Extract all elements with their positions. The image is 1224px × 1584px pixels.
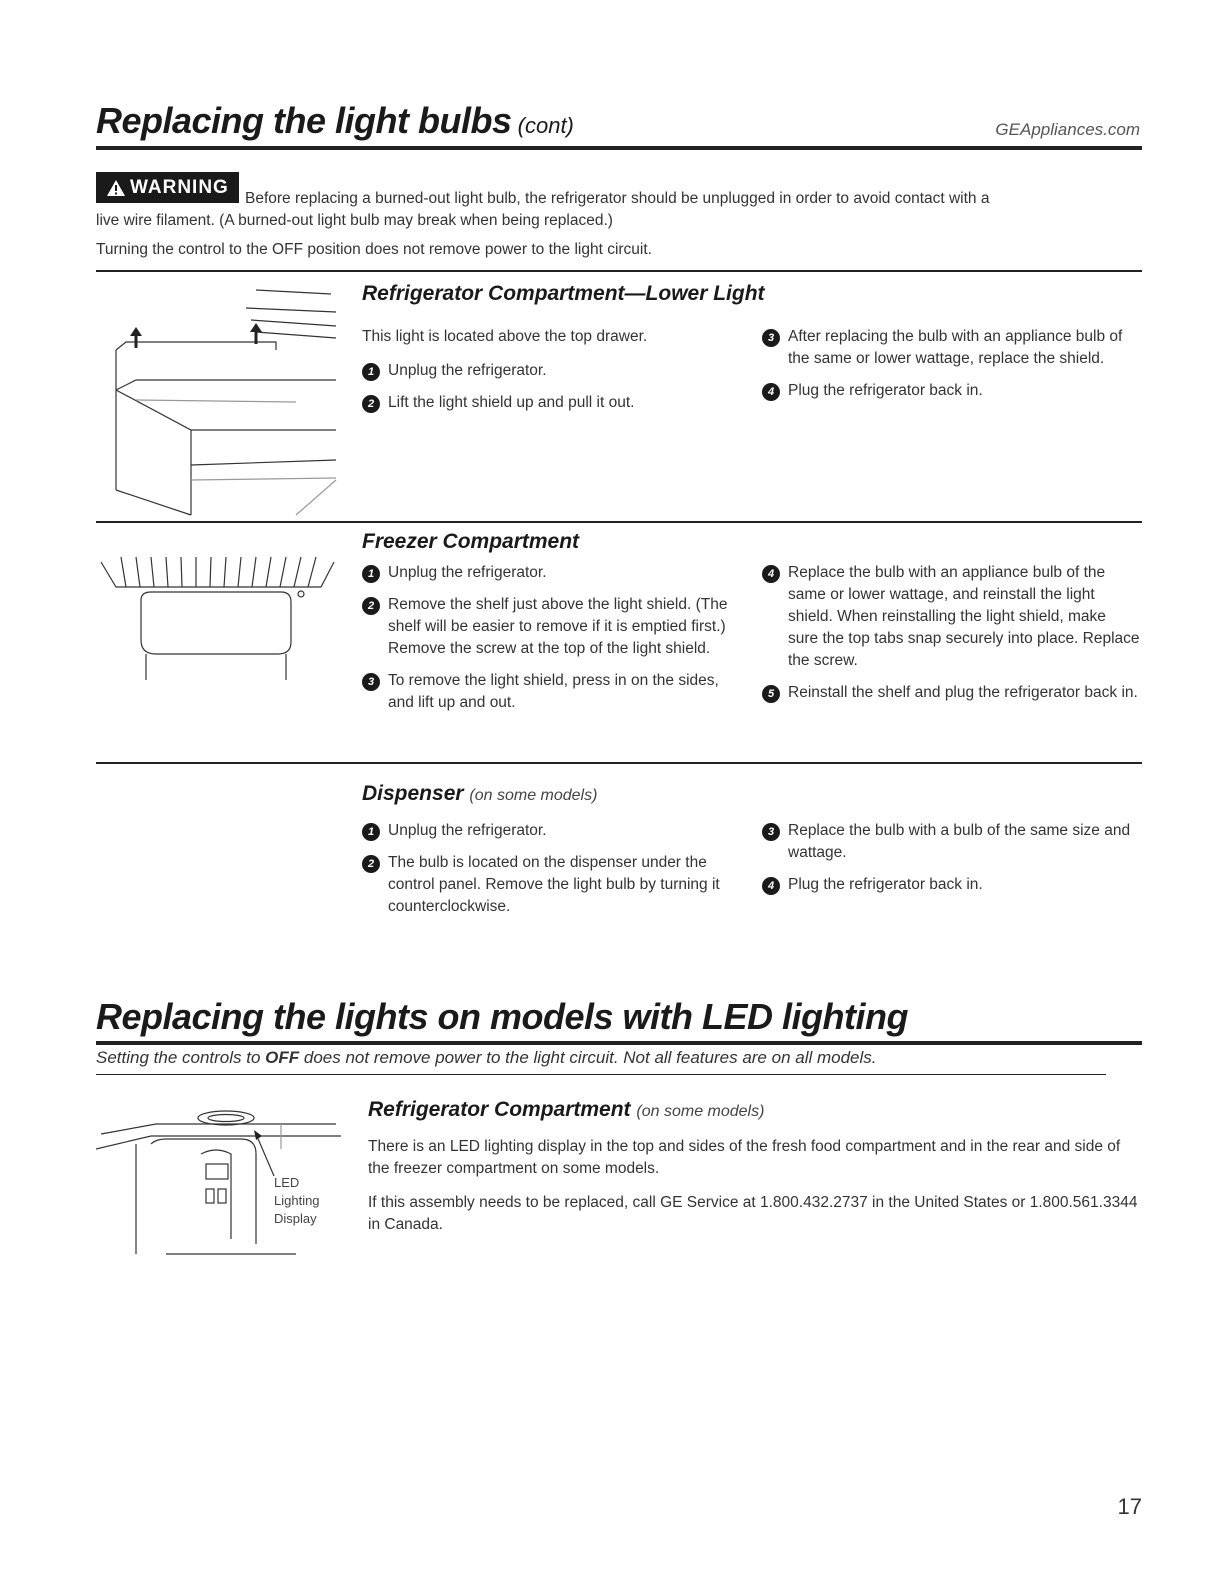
step-text: Remove the shelf just above the light shield. (The shelf will be easier to remove if it is emptied first.) Remove the screw at the top of the light shield. xyxy=(388,596,728,657)
fridge-lower-light-illustration xyxy=(96,280,341,520)
dispenser-title-block xyxy=(362,782,597,806)
freezer-title: Freezer Compartment xyxy=(362,530,580,553)
freezer-steps-left xyxy=(362,562,742,724)
list-item xyxy=(362,670,742,714)
section-rule-3 xyxy=(96,762,1142,764)
led-para2: If this assembly needs to be replaced, call GE Service at 1.800.432.2737 in the United States or 1.800.561.3344 in Canada. xyxy=(368,1194,1138,1233)
warning-text-line2: live wire filament. (A burned-out light bulb may break when being replaced.) xyxy=(96,212,613,229)
step-text: Reinstall the shelf and plug the refrigerator back in. xyxy=(788,684,1138,701)
figure-label-lighting: Lighting xyxy=(274,1193,320,1208)
list-item xyxy=(362,820,742,842)
fridge-lower-steps-left xyxy=(362,360,742,424)
list-item xyxy=(762,820,1140,864)
page-number: 17 xyxy=(1117,1494,1142,1519)
fridge-lower-title: Refrigerator Compartment—Lower Light xyxy=(362,282,765,305)
led-section-title-block xyxy=(368,1098,764,1122)
step-number: 1 xyxy=(362,823,380,841)
led-heading: Replacing the lights on models with LED lighting xyxy=(96,996,908,1037)
step-text: Replace the bulb with a bulb of the same size and wattage. xyxy=(788,822,1131,861)
fridge-lower-steps-right xyxy=(762,326,1137,412)
figure-label-led: LED xyxy=(274,1175,300,1190)
list-item xyxy=(362,562,742,584)
step-number: 2 xyxy=(362,395,380,413)
warning-badge xyxy=(96,172,239,203)
site-url: GEAppliances.com xyxy=(995,120,1140,139)
step-text: Unplug the refrigerator. xyxy=(388,822,547,839)
step-number: 3 xyxy=(762,823,780,841)
list-item xyxy=(362,360,742,382)
list-item xyxy=(762,562,1140,672)
step-text: To remove the light shield, press in on the sides, and lift up and out. xyxy=(388,672,719,711)
step-text: Plug the refrigerator back in. xyxy=(788,382,983,399)
step-text: Unplug the refrigerator. xyxy=(388,564,547,581)
list-item xyxy=(762,326,1137,370)
led-note xyxy=(96,1048,1106,1068)
step-number: 4 xyxy=(762,877,780,895)
warning-text-line1: Before replacing a burned-out light bulb, the refrigerator should be unplugged in order to avoid contact with a xyxy=(245,190,990,207)
freezer-steps-right xyxy=(762,562,1140,714)
fridge-lower-intro: This light is located above the top drawer. xyxy=(362,328,648,345)
section-rule-2 xyxy=(96,521,1142,523)
warning-triangle-icon xyxy=(106,179,126,197)
led-para1: There is an LED lighting display in the top and sides of the fresh food compartment and in the rear and side of the freezer compartment on some models. xyxy=(368,1138,1121,1177)
page-title-text: Replacing the light bulbs xyxy=(96,100,512,141)
step-number: 1 xyxy=(362,363,380,381)
section-rule-1 xyxy=(96,270,1142,272)
led-note-part2: does not remove power to the light circuit. Not all features are on all models. xyxy=(299,1048,877,1067)
led-heading-rule xyxy=(96,1041,1142,1045)
warning-block xyxy=(96,172,239,203)
figure-label-display: Display xyxy=(274,1211,317,1226)
list-item xyxy=(762,874,1140,896)
step-number: 4 xyxy=(762,383,780,401)
dispenser-title: Dispenser xyxy=(362,782,464,805)
led-note-part1: Setting the controls to xyxy=(96,1048,266,1067)
dispenser-steps-left xyxy=(362,820,742,928)
step-text: Unplug the refrigerator. xyxy=(388,362,547,379)
list-item xyxy=(362,852,742,918)
step-text: Lift the light shield up and pull it out. xyxy=(388,394,635,411)
step-number: 2 xyxy=(362,855,380,873)
list-item xyxy=(762,380,1137,402)
dispenser-steps-right xyxy=(762,820,1140,906)
list-item xyxy=(362,594,742,660)
warning-note: Turning the control to the OFF position does not remove power to the light circuit. xyxy=(96,241,652,258)
led-section-subtitle: (on some models) xyxy=(636,1103,765,1120)
step-number: 5 xyxy=(762,685,780,703)
led-note-bold: OFF xyxy=(265,1048,300,1067)
step-text: After replacing the bulb with an appliance bulb of the same or lower wattage, replace the shield. xyxy=(788,328,1123,367)
page-title-suffix: (cont) xyxy=(517,113,574,138)
step-number: 3 xyxy=(762,329,780,347)
warning-badge-label: WARNING xyxy=(130,177,229,198)
page-title xyxy=(96,100,574,142)
header-rule xyxy=(96,146,1142,150)
led-display-illustration xyxy=(96,1094,346,1259)
freezer-illustration xyxy=(96,532,341,682)
step-text: Plug the refrigerator back in. xyxy=(788,876,983,893)
step-number: 4 xyxy=(762,565,780,583)
step-number: 2 xyxy=(362,597,380,615)
led-note-rule xyxy=(96,1074,1106,1075)
list-item xyxy=(762,682,1140,704)
list-item xyxy=(362,392,742,414)
dispenser-subtitle: (on some models) xyxy=(469,787,598,804)
step-number: 3 xyxy=(362,673,380,691)
led-section-title: Refrigerator Compartment xyxy=(368,1098,631,1121)
step-text: Replace the bulb with an appliance bulb of the same or lower wattage, and reinstall the light shield. When reinstalling the light shield, make sure the top tabs snap securely into place. Replace the screw. xyxy=(788,564,1140,669)
step-text: The bulb is located on the dispenser under the control panel. Remove the light bulb by turning it counterclockwise. xyxy=(388,854,720,915)
step-number: 1 xyxy=(362,565,380,583)
